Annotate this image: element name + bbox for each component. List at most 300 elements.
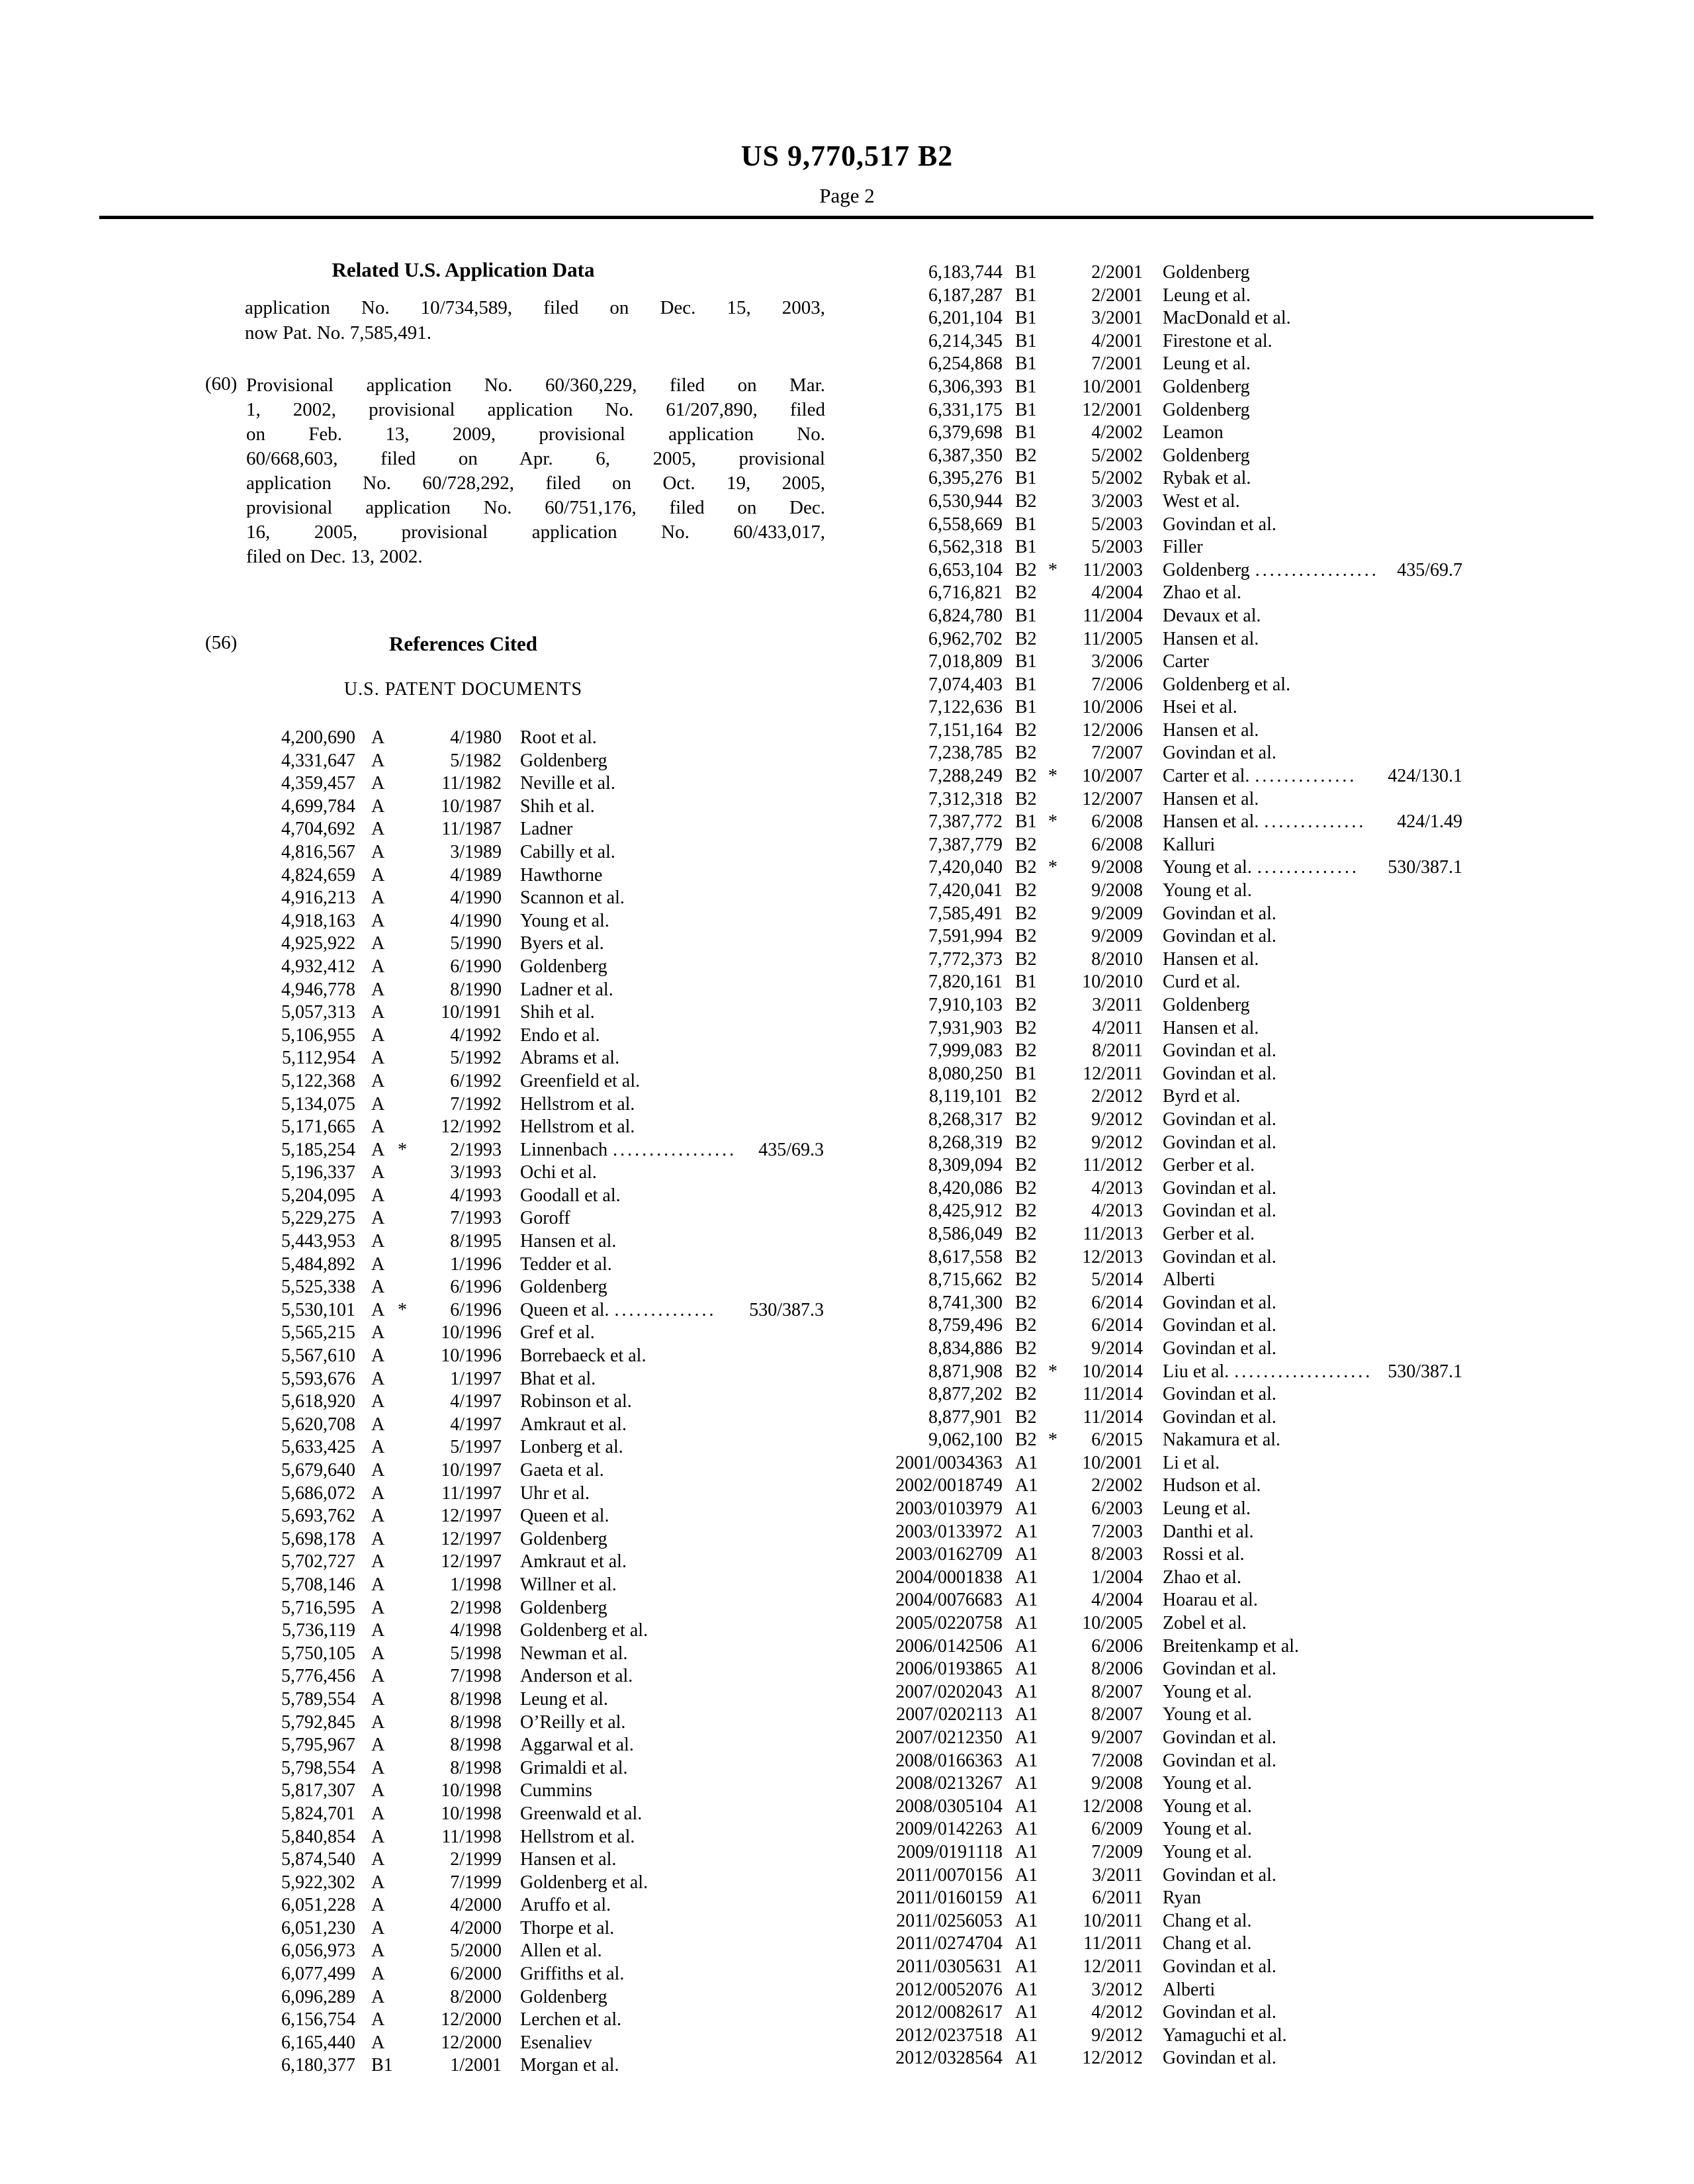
patent-reference-row xyxy=(261,1917,824,1940)
publication-date: 6/2014 xyxy=(1091,1315,1143,1336)
patentee-name: Young et al. xyxy=(1163,1819,1252,1840)
patentee-name: Hansen et al. xyxy=(520,1849,617,1870)
kind-code: A1 xyxy=(1015,1979,1038,2000)
kind-code: A xyxy=(371,1757,385,1778)
patentee-cell xyxy=(1163,674,1462,697)
patentee-name: Young et al. xyxy=(1163,1704,1252,1725)
patent-reference-row xyxy=(872,514,1462,537)
publication-date: 1/1998 xyxy=(450,1574,502,1595)
publication-date: 2/2002 xyxy=(1091,1475,1143,1496)
patentee-name: Filler xyxy=(1163,537,1203,558)
publication-date: 11/2004 xyxy=(1083,605,1143,626)
patent-number: 5,776,456 xyxy=(281,1666,355,1687)
patent-number: 5,750,105 xyxy=(281,1643,355,1664)
kind-code: B2 xyxy=(1015,445,1037,466)
publication-date: 6/2014 xyxy=(1091,1292,1143,1313)
header-page-label: Page 2 xyxy=(819,184,875,207)
patentee-cell xyxy=(1163,490,1462,514)
publication-date: 3/2003 xyxy=(1091,490,1143,512)
patentee-cell xyxy=(520,1963,824,1986)
patentee-cell xyxy=(1163,2025,1462,2048)
kind-code: B1 xyxy=(1015,422,1037,443)
publication-date: 12/2011 xyxy=(1083,1956,1143,1977)
patentee-cell xyxy=(1163,2047,1462,2070)
patent-reference-row xyxy=(872,856,1462,880)
patent-reference-row xyxy=(261,1161,824,1185)
patent-number: 7,074,403 xyxy=(928,674,1003,695)
patentee-cell xyxy=(1163,1658,1462,1681)
patent-number: 2004/0001838 xyxy=(895,1567,1003,1588)
patentee-name: Gaeta et al. xyxy=(520,1460,604,1480)
patentee-name: Newman et al. xyxy=(520,1643,628,1664)
patentee-name: Hellstrom et al. xyxy=(520,1826,635,1847)
kind-code: A1 xyxy=(1015,1613,1038,1634)
patentee-cell xyxy=(520,887,824,910)
publication-date: 1/1997 xyxy=(450,1368,502,1389)
kind-code: B2 xyxy=(1015,948,1037,970)
patent-number: 6,156,754 xyxy=(281,2009,355,2030)
publication-date: 12/2007 xyxy=(1082,788,1143,809)
publication-date: 4/1980 xyxy=(450,727,502,748)
publication-date: 6/1992 xyxy=(450,1070,502,1091)
references-cited-title: References Cited xyxy=(388,632,538,655)
patent-reference-row xyxy=(872,971,1462,994)
patentee-name: Allen et al. xyxy=(520,1940,602,1962)
patent-reference-row xyxy=(872,1543,1462,1567)
patentee-name: Amkraut et al. xyxy=(520,1414,627,1435)
kind-code: A xyxy=(371,750,385,771)
patentee-cell xyxy=(520,1757,824,1780)
paragraph-line: 1, 2002, provisional application No. 61/207,890, filed xyxy=(246,399,825,420)
kind-code: A xyxy=(371,1917,385,1938)
publication-date: 7/2001 xyxy=(1091,353,1143,375)
patentee-name: Hansen et al. xyxy=(1163,948,1259,970)
patent-reference-row xyxy=(872,605,1462,628)
patent-list-left-column xyxy=(261,727,824,2077)
patent-reference-row xyxy=(872,1085,1462,1109)
patent-reference-row xyxy=(872,1841,1462,1864)
patent-number: 2003/0103979 xyxy=(895,1498,1003,1520)
patentee-name: Hansen et al. xyxy=(520,1231,617,1252)
patent-reference-row xyxy=(872,1772,1462,1796)
publication-date: 8/2000 xyxy=(450,1986,502,2007)
publication-date: 11/1998 xyxy=(441,1826,502,1847)
kind-code: B2 xyxy=(1015,1430,1037,1451)
patent-reference-row xyxy=(872,1154,1462,1177)
leader-dots: .............. xyxy=(1264,811,1366,833)
patentee-cell xyxy=(520,1345,824,1368)
patent-number: 2006/0193865 xyxy=(895,1659,1003,1680)
patent-number: 5,565,215 xyxy=(281,1322,355,1343)
patentee-name: Byrd et al. xyxy=(1163,1086,1241,1107)
kind-code: B2 xyxy=(1015,788,1037,809)
patent-number: 6,051,228 xyxy=(281,1895,355,1916)
patent-reference-row xyxy=(261,2054,824,2077)
us-patent-documents-subtitle: U.S. PATENT DOCUMENTS xyxy=(343,679,583,700)
kind-code: A xyxy=(371,1895,385,1916)
patentee-cell xyxy=(1163,536,1462,559)
kind-code: A xyxy=(371,841,385,862)
patentee-name: Goldenberg xyxy=(1163,376,1250,397)
publication-date: 6/2006 xyxy=(1091,1635,1143,1657)
patent-reference-row xyxy=(261,1047,824,1070)
kind-code: A1 xyxy=(1015,1819,1038,1840)
publication-date: 8/2006 xyxy=(1091,1659,1143,1680)
patent-number: 2008/0213267 xyxy=(895,1773,1003,1794)
patent-reference-row xyxy=(872,285,1462,308)
kind-code: B2 xyxy=(1015,1040,1037,1062)
patent-reference-row xyxy=(261,1482,824,1506)
publication-date: 12/2012 xyxy=(1082,2048,1143,2069)
patentee-name: Borrebaeck et al. xyxy=(520,1345,646,1367)
patentee-cell xyxy=(1163,559,1462,582)
patentee-cell xyxy=(1163,788,1462,811)
patent-number: 5,798,554 xyxy=(281,1757,355,1778)
provisional-applications-paragraph xyxy=(246,373,825,569)
patent-number: 7,820,161 xyxy=(928,972,1003,993)
patentee-cell xyxy=(1163,1200,1462,1223)
patent-number: 7,122,636 xyxy=(928,697,1003,718)
patent-number: 6,183,744 xyxy=(928,262,1003,283)
patentee-cell xyxy=(520,1390,824,1414)
patentee-cell xyxy=(520,1551,824,1574)
patent-number: 5,593,676 xyxy=(281,1368,355,1389)
patent-reference-row xyxy=(872,1383,1462,1406)
patent-number: 4,925,922 xyxy=(281,933,355,954)
patentee-name: Hudson et al. xyxy=(1163,1475,1261,1496)
patentee-name: Grimaldi et al. xyxy=(520,1757,628,1778)
patentee-name: Goldenberg xyxy=(520,1597,607,1618)
publication-date: 11/2012 xyxy=(1083,1155,1143,1176)
patentee-name: Willner et al. xyxy=(520,1574,617,1595)
patentee-cell xyxy=(1163,1841,1462,1864)
publication-date: 6/1996 xyxy=(450,1299,502,1320)
patentee-cell xyxy=(520,1940,824,1963)
publication-date: 12/2000 xyxy=(441,2009,502,2030)
kind-code: A xyxy=(371,1964,385,1985)
patent-reference-row xyxy=(261,1734,824,1757)
patentee-name: Goldenberg xyxy=(1163,559,1250,580)
kind-code: A xyxy=(371,1139,385,1160)
patent-number: 5,679,640 xyxy=(281,1460,355,1480)
kind-code: B1 xyxy=(1015,811,1037,833)
patentee-name: Robinson et al. xyxy=(520,1391,632,1412)
patent-number: 7,931,903 xyxy=(928,1017,1003,1038)
patent-reference-row xyxy=(872,1017,1462,1040)
patent-number: 2012/0237518 xyxy=(895,2025,1003,2046)
kind-code: A1 xyxy=(1015,1841,1038,1862)
patentee-cell xyxy=(520,1436,824,1459)
patentee-cell xyxy=(520,956,824,979)
patentee-cell xyxy=(1163,353,1462,376)
patent-number: 5,702,727 xyxy=(281,1551,355,1572)
patent-reference-row xyxy=(261,1253,824,1277)
patent-number: 8,871,908 xyxy=(928,1361,1003,1382)
patentee-name: Greenfield et al. xyxy=(520,1070,641,1091)
patentee-cell xyxy=(520,1459,824,1482)
patentee-cell xyxy=(1163,330,1462,353)
publication-date: 10/1996 xyxy=(441,1345,502,1367)
publication-date: 8/2007 xyxy=(1091,1681,1143,1702)
patent-reference-row xyxy=(261,1643,824,1666)
patent-number: 6,716,821 xyxy=(928,582,1003,604)
patent-number: 5,686,072 xyxy=(281,1482,355,1504)
patentee-cell xyxy=(1163,1498,1462,1521)
patentee-cell xyxy=(520,1322,824,1345)
publication-date: 5/2003 xyxy=(1091,514,1143,535)
publication-date: 10/2014 xyxy=(1082,1361,1143,1382)
patentee-cell xyxy=(1163,605,1462,628)
patentee-cell xyxy=(520,1780,824,1803)
publication-date: 11/1982 xyxy=(441,773,502,794)
patentee-cell xyxy=(520,1619,824,1643)
patentee-cell xyxy=(1163,880,1462,903)
patentee-cell xyxy=(520,1643,824,1666)
patentee-name: Govindan et al. xyxy=(1163,1132,1276,1153)
publication-date: 4/1989 xyxy=(450,864,502,886)
kind-code: A xyxy=(371,956,385,977)
kind-code: A xyxy=(371,864,385,886)
kind-code: A xyxy=(371,1574,385,1595)
publication-date: 8/1998 xyxy=(450,1688,502,1709)
related-application-data-title: Related U.S. Application Data xyxy=(332,258,595,281)
patentee-name: Cabilly et al. xyxy=(520,841,615,862)
patentee-cell xyxy=(1163,1612,1462,1635)
patentee-cell xyxy=(520,841,824,864)
patentee-cell xyxy=(520,1207,824,1230)
patentee-name: Carter xyxy=(1163,651,1209,672)
patentee-name: Li et al. xyxy=(1163,1452,1220,1473)
kind-code: A xyxy=(371,1940,385,1962)
kind-code: A xyxy=(371,1231,385,1252)
patentee-name: Young et al. xyxy=(1163,880,1252,901)
patentee-cell xyxy=(520,1024,824,1048)
patent-reference-row xyxy=(872,994,1462,1017)
patent-reference-row xyxy=(872,1750,1462,1773)
publication-date: 10/2006 xyxy=(1082,697,1143,718)
patentee-cell xyxy=(520,1001,824,1024)
patentee-name: Scannon et al. xyxy=(520,887,625,909)
kind-code: A xyxy=(371,1070,385,1091)
kind-code: A xyxy=(371,1780,385,1801)
header-divider-rule xyxy=(99,216,1593,219)
patent-number: 6,056,973 xyxy=(281,1940,355,1962)
patentee-name: Govindan et al. xyxy=(1163,926,1276,947)
kind-code: A xyxy=(371,910,385,931)
patent-number: 2012/0328564 xyxy=(895,2048,1003,2069)
patentee-cell xyxy=(1163,1956,1462,1979)
patentee-cell xyxy=(1163,1635,1462,1659)
patent-reference-row xyxy=(872,1200,1462,1223)
patentee-cell xyxy=(1163,1246,1462,1269)
patent-number: 2012/0052076 xyxy=(895,1979,1003,2000)
publication-date: 4/1990 xyxy=(450,910,502,931)
patent-number: 5,922,302 xyxy=(281,1872,355,1893)
publication-date: 4/1997 xyxy=(450,1414,502,1435)
patent-number: 5,185,254 xyxy=(281,1139,355,1160)
publication-date: 4/2012 xyxy=(1091,2002,1143,2023)
publication-date: 4/1993 xyxy=(450,1185,502,1206)
patent-number: 6,562,318 xyxy=(928,537,1003,558)
publication-date: 4/1998 xyxy=(450,1620,502,1641)
kind-code: B2 xyxy=(1015,834,1037,855)
patentee-name: Carter et al. xyxy=(1163,766,1250,787)
patent-reference-row xyxy=(872,880,1462,903)
kind-code: B1 xyxy=(1015,537,1037,558)
patent-reference-row xyxy=(872,1887,1462,1910)
publication-date: 7/2008 xyxy=(1091,1750,1143,1771)
paragraph-line: filed on Dec. 13, 2002. xyxy=(246,546,423,567)
kind-code: B2 xyxy=(1015,490,1037,512)
patentee-name: Hansen et al. xyxy=(1163,628,1259,649)
patentee-name: Nakamura et al. xyxy=(1163,1430,1281,1451)
patentee-name: MacDonald et al. xyxy=(1163,308,1291,329)
patent-reference-row xyxy=(872,1704,1462,1727)
patentee-cell xyxy=(1163,856,1462,880)
patentee-cell xyxy=(1163,261,1462,285)
patent-number: 7,585,491 xyxy=(928,903,1003,924)
publication-date: 4/1997 xyxy=(450,1391,502,1412)
patentee-name: Abrams et al. xyxy=(520,1048,620,1069)
patentee-cell xyxy=(1163,376,1462,399)
patent-number: 6,180,377 xyxy=(281,2055,355,2076)
paragraph-line: on Feb. 13, 2009, provisional application No. xyxy=(246,424,825,445)
kind-code: A1 xyxy=(1015,1773,1038,1794)
patent-reference-row xyxy=(261,1276,824,1299)
header-patent-number: US 9,770,517 B2 xyxy=(740,140,954,172)
patent-reference-row xyxy=(872,811,1462,834)
publication-date: 7/2007 xyxy=(1091,743,1143,764)
kind-code: B2 xyxy=(1015,1269,1037,1291)
patent-reference-row xyxy=(872,1452,1462,1475)
patent-number: 2009/0142263 xyxy=(895,1819,1003,1840)
kind-code: B1 xyxy=(1015,651,1037,672)
classification-code: 530/387.1 xyxy=(1388,857,1462,878)
classification-code: 435/69.3 xyxy=(758,1139,824,1160)
publication-date: 2/2001 xyxy=(1091,262,1143,283)
classification-code: 424/130.1 xyxy=(1388,766,1462,787)
patentee-cell xyxy=(1163,467,1462,490)
publication-date: 12/1997 xyxy=(441,1528,502,1549)
patent-number: 8,715,662 xyxy=(928,1269,1003,1291)
patentee-cell xyxy=(1163,1109,1462,1132)
publication-date: 6/1990 xyxy=(450,956,502,977)
publication-date: 8/1998 xyxy=(450,1757,502,1778)
patentee-name: Govindan et al. xyxy=(1163,1315,1276,1336)
patentee-cell xyxy=(520,1253,824,1277)
kind-code: B2 xyxy=(1015,1223,1037,1244)
patentee-cell xyxy=(1163,834,1462,857)
patentee-name: Devaux et al. xyxy=(1163,605,1261,626)
kind-code: B1 xyxy=(1015,353,1037,375)
patent-number: 7,018,809 xyxy=(928,651,1003,672)
publication-date: 12/2011 xyxy=(1083,1063,1143,1084)
publication-date: 10/2001 xyxy=(1082,1452,1143,1473)
kind-code: A xyxy=(371,1208,385,1229)
patentee-name: Goldenberg xyxy=(520,956,607,977)
patentee-cell xyxy=(520,1688,824,1711)
patent-number: 4,704,692 xyxy=(281,819,355,840)
patentee-name: Govindan et al. xyxy=(1163,1040,1276,1062)
patent-reference-row xyxy=(872,1314,1462,1338)
kind-code: A xyxy=(371,1093,385,1115)
patentee-cell xyxy=(1163,719,1462,743)
kind-code: A xyxy=(371,1024,385,1046)
patent-reference-row xyxy=(872,696,1462,719)
patentee-cell xyxy=(520,1734,824,1757)
patent-number: 6,051,230 xyxy=(281,1917,355,1938)
patentee-name: Neville et al. xyxy=(520,773,615,794)
patent-number: 8,834,886 xyxy=(928,1338,1003,1359)
publication-date: 7/1999 xyxy=(450,1872,502,1893)
patent-number: 6,306,393 xyxy=(928,376,1003,397)
publication-date: 5/1992 xyxy=(450,1048,502,1069)
publication-date: 11/2005 xyxy=(1083,628,1143,649)
publication-date: 9/2012 xyxy=(1091,1109,1143,1130)
patentee-name: Leung et al. xyxy=(520,1688,608,1709)
patent-number: 8,741,300 xyxy=(928,1292,1003,1313)
patent-number: 6,187,287 xyxy=(928,285,1003,306)
patent-number: 2011/0305631 xyxy=(896,1956,1003,1977)
patent-reference-row xyxy=(872,1956,1462,1979)
patentee-name: Leung et al. xyxy=(1163,1498,1251,1520)
kind-code: B2 xyxy=(1015,1177,1037,1199)
publication-date: 9/2012 xyxy=(1091,2025,1143,2046)
patentee-cell xyxy=(1163,1704,1462,1727)
patent-number: 2008/0166363 xyxy=(895,1750,1003,1771)
classification-code: 530/387.3 xyxy=(749,1299,824,1320)
patent-number: 8,586,049 xyxy=(928,1223,1003,1244)
patentee-cell xyxy=(520,1872,824,1895)
patentee-cell xyxy=(1163,514,1462,537)
patent-reference-row xyxy=(872,1933,1462,1956)
kind-code: A xyxy=(371,1826,385,1847)
publication-date: 7/1992 xyxy=(450,1093,502,1115)
patentee-name: Anderson et al. xyxy=(520,1666,633,1687)
kind-code: A xyxy=(371,1162,385,1183)
patentee-cell xyxy=(520,910,824,933)
patentee-name: Bhat et al. xyxy=(520,1368,596,1389)
patent-number: 6,653,104 xyxy=(928,559,1003,580)
patent-number: 2007/0202113 xyxy=(896,1704,1003,1725)
paragraph-line: provisional application No. 60/751,176, filed on Dec. xyxy=(246,497,825,518)
patent-number: 7,999,083 xyxy=(928,1040,1003,1062)
patentee-cell xyxy=(520,772,824,796)
publication-date: 4/2011 xyxy=(1092,1017,1143,1038)
patentee-cell xyxy=(1163,1063,1462,1086)
kind-code: B1 xyxy=(1015,376,1037,397)
kind-code: A xyxy=(371,796,385,817)
patent-reference-row xyxy=(261,841,824,864)
patent-number: 6,387,350 xyxy=(928,445,1003,466)
patentee-cell xyxy=(1163,1772,1462,1796)
patent-number: 5,567,610 xyxy=(281,1345,355,1367)
kind-code: A xyxy=(371,1620,385,1641)
patent-number: 5,698,178 xyxy=(281,1528,355,1549)
patentee-name: Byers et al. xyxy=(520,933,604,954)
patentee-cell xyxy=(520,1826,824,1849)
kind-code: A1 xyxy=(1015,1704,1038,1725)
patentee-cell xyxy=(1163,925,1462,948)
kind-code: A xyxy=(371,1551,385,1572)
kind-code: A xyxy=(371,1368,385,1389)
asterisk-marker: * xyxy=(398,1299,407,1320)
patent-reference-row xyxy=(872,1429,1462,1452)
patentee-cell xyxy=(1163,399,1462,422)
publication-date: 11/2014 xyxy=(1083,1406,1143,1428)
patentee-cell xyxy=(520,864,824,887)
patentee-cell xyxy=(1163,422,1462,445)
